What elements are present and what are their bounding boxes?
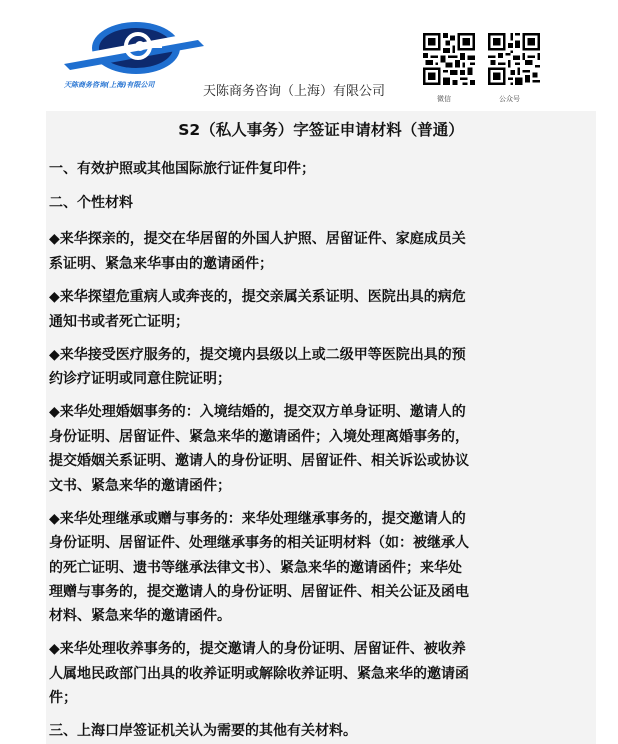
list-item-line: ◆来华处理收养事务的，提交邀请人的身份证明、居留证件、被收养 (49, 641, 466, 657)
public-account-qr-code-icon (488, 33, 540, 85)
list-item-line: 文书、紧急来华的邀请函件； (49, 478, 231, 494)
list-item-line: 通知书或者死亡证明； (49, 314, 189, 330)
wechat-qr-code-icon (423, 33, 475, 85)
company-logo (58, 18, 208, 98)
section-heading: 二、个性材料 (49, 195, 133, 211)
list-item-line: ◆来华处理继承或赠与事务的：来华处理继承事务的，提交邀请人的 (49, 511, 466, 527)
list-item-line: 系证明、紧急来华事由的邀请函件； (49, 256, 273, 272)
list-item-line: 件； (49, 690, 77, 706)
list-item-line: 身份证明、居留证件、紧急来华的邀请函件；入境处理离婚事务的， (49, 429, 469, 445)
logo-emblem-icon (58, 18, 208, 80)
list-item-line: ◆来华处理婚姻事务的：入境结婚的，提交双方单身证明、邀请人的 (49, 404, 466, 420)
list-item-line: 人属地民政部门出具的收养证明或解除收养证明、紧急来华的邀请函 (49, 666, 469, 682)
company-name: 天陈商务咨询（上海）有限公司 (203, 84, 386, 99)
section-heading: 三、上海口岸签证机关认为需要的其他有关材料。 (49, 723, 357, 739)
list-item-line: 身份证明、居留证件、处理继承事务的相关证明材料（如：被继承人 (49, 535, 469, 551)
document-body (46, 111, 596, 744)
header (0, 0, 618, 108)
section-heading: 一、有效护照或其他国际旅行证件复印件； (49, 161, 315, 177)
list-item-line: 约诊疗证明或同意住院证明； (49, 371, 231, 387)
wechat-qr-label: 微信 (437, 95, 451, 103)
list-item-line: 理赠与事务的，提交邀请人的身份证明、居留证件、相关公证及函电 (49, 584, 469, 600)
list-item-line: 提交婚姻关系证明、邀请人的身份证明、居留证件、相关诉讼或协议 (49, 453, 469, 469)
list-item-line: ◆来华探亲的，提交在华居留的外国人护照、居留证件、家庭成员关 (49, 231, 466, 247)
list-item-line: 材料、紧急来华的邀请函件。 (49, 608, 231, 624)
logo-text: 天陈商务咨询(上海)有限公司 (64, 81, 155, 89)
list-item-line: 的死亡证明、遗书等继承法律文书）、紧急来华的邀请函件；来华处 (49, 560, 462, 576)
public-account-qr-label: 公众号 (499, 95, 520, 103)
document-title: S2（私人事务）字签证申请材料（普通） (178, 121, 464, 139)
list-item-line: ◆来华接受医疗服务的，提交境内县级以上或二级甲等医院出具的预 (49, 347, 466, 363)
list-item-line: ◆来华探望危重病人或奔丧的，提交亲属关系证明、医院出具的病危 (49, 289, 466, 305)
